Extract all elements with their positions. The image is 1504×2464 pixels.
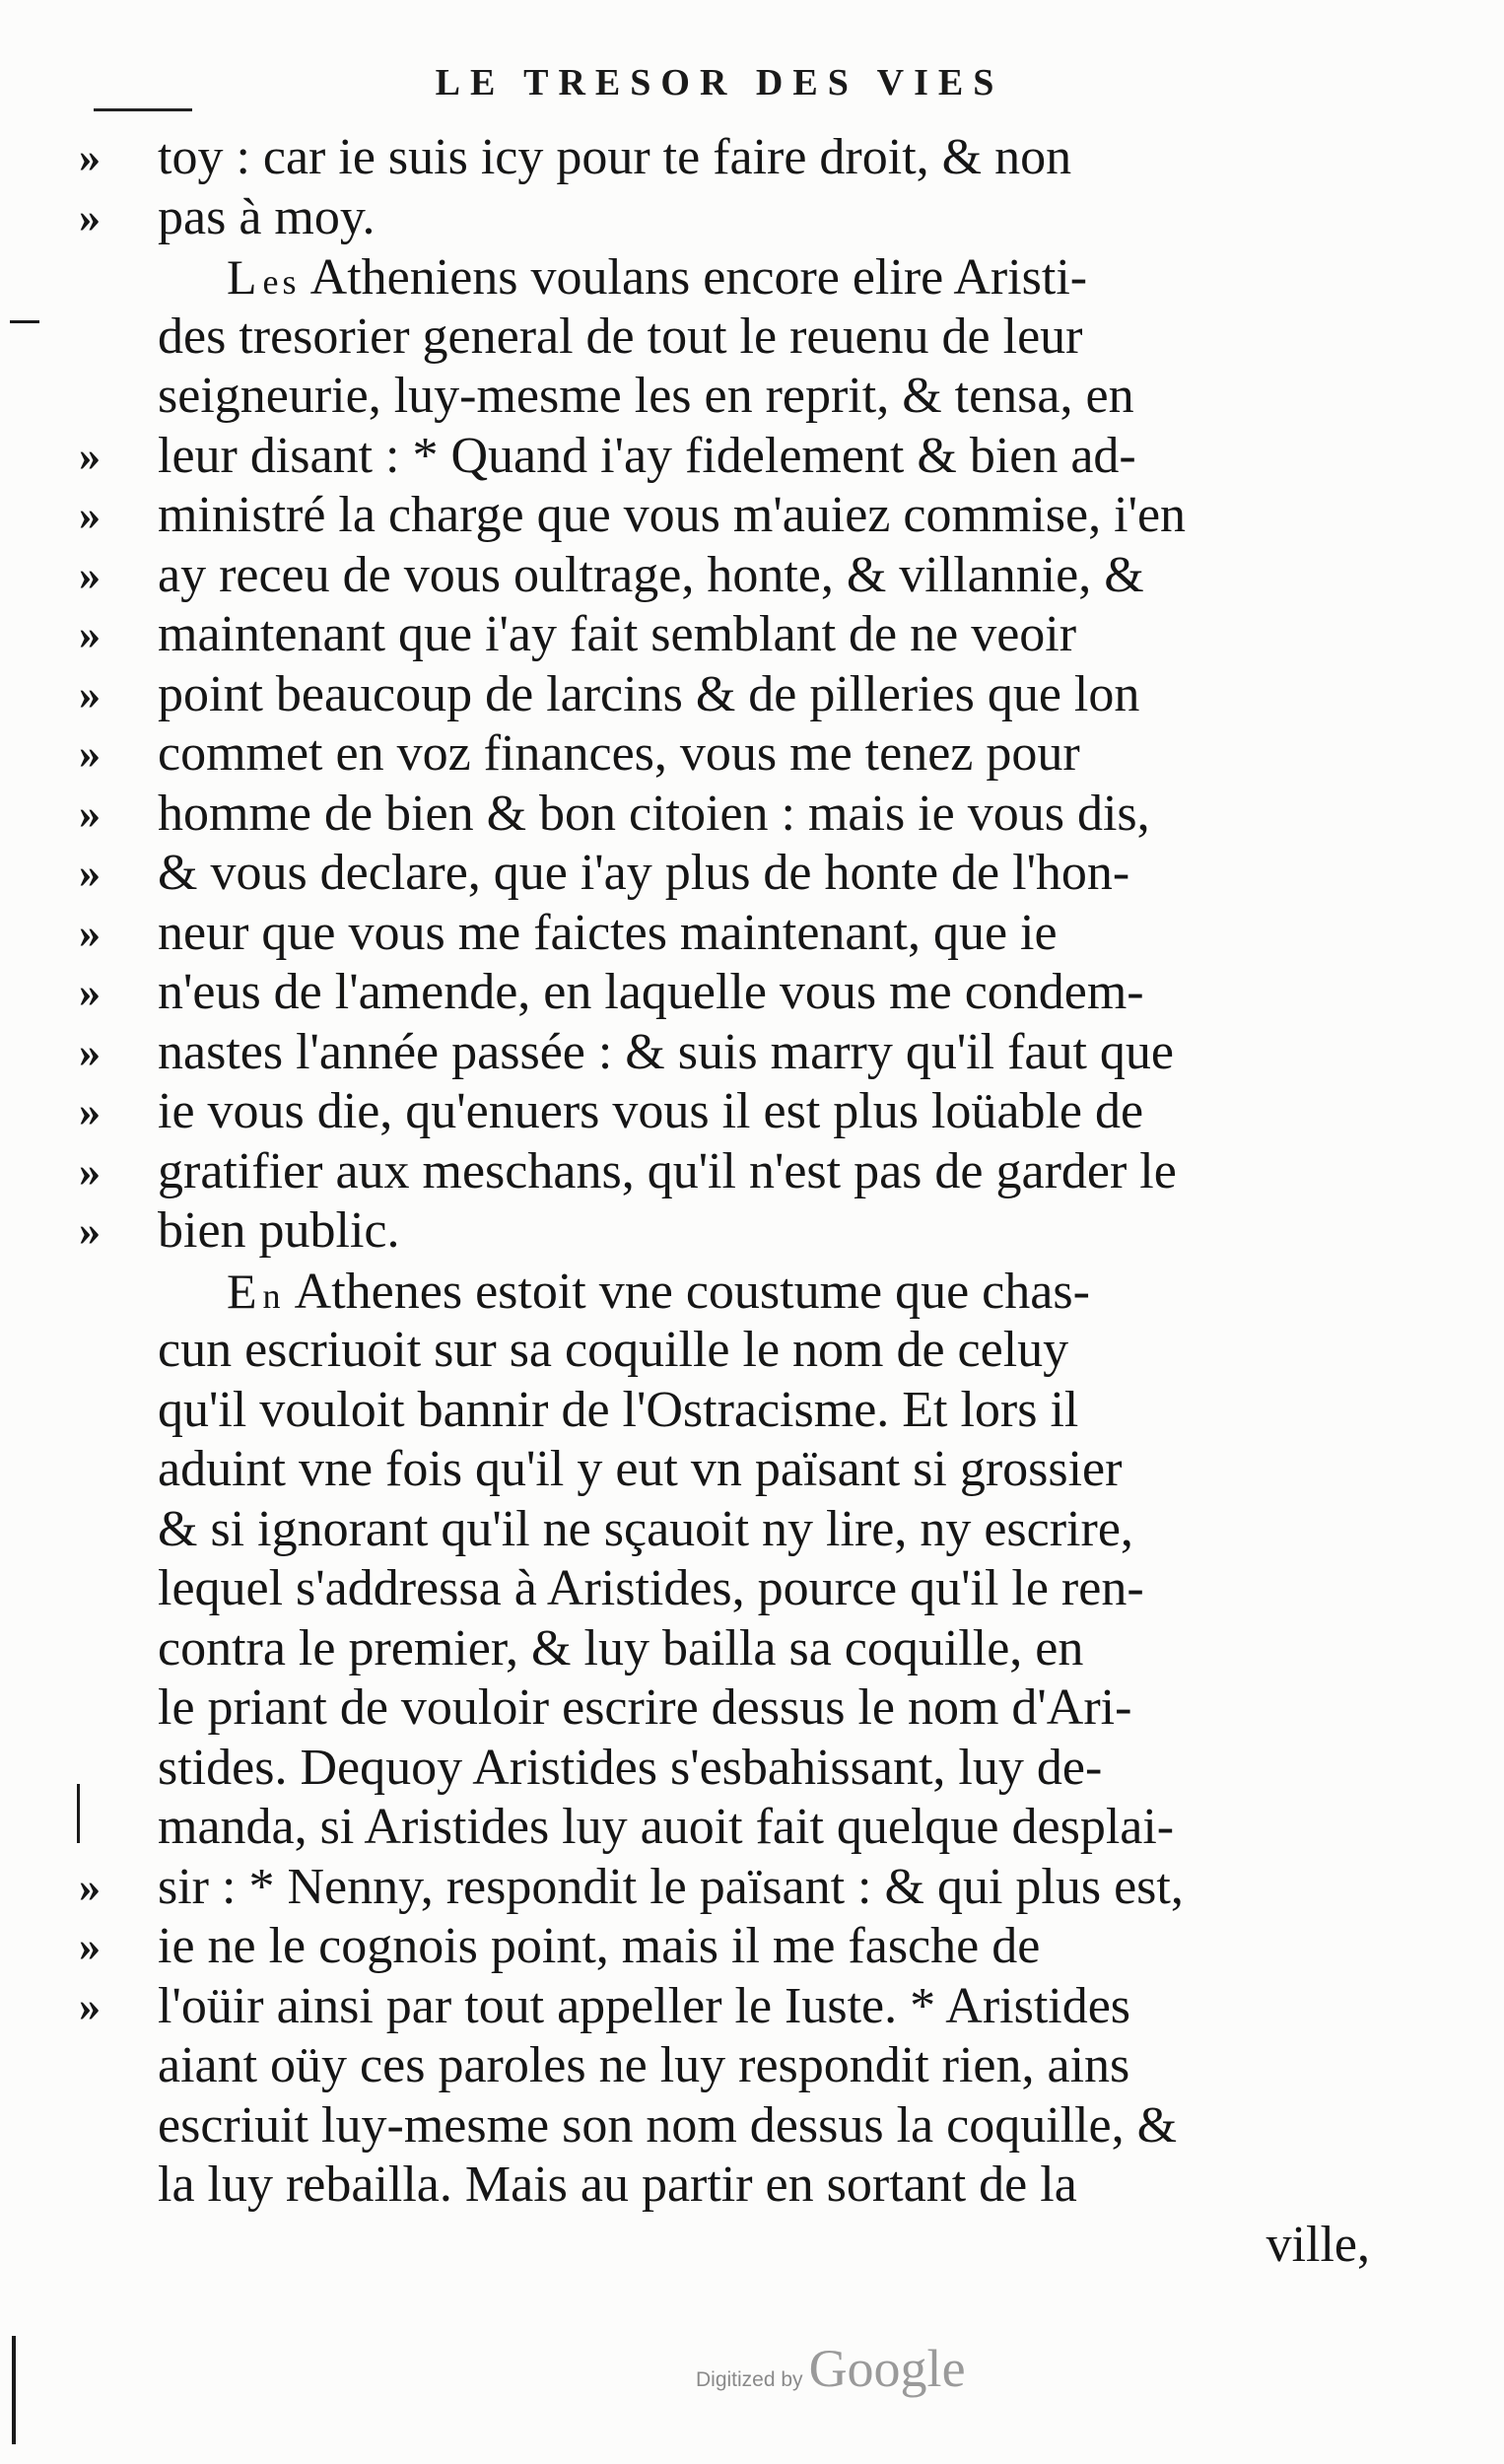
text-line (79, 665, 1370, 725)
quotation-gutter-mark: » (79, 908, 103, 957)
line-text (158, 1559, 1144, 1619)
text-line (79, 1262, 1370, 1322)
line-body: escriuit luy-mesme son nom dessus la coquille, & (158, 2096, 1178, 2154)
line-text (158, 1321, 1068, 1381)
quotation-gutter-mark: » (79, 1206, 103, 1255)
text-line (79, 2036, 1370, 2096)
line-text (158, 427, 1136, 487)
line-text (158, 486, 1186, 546)
line-text (227, 1262, 1090, 1327)
line-text (158, 1798, 1174, 1858)
text-line (79, 785, 1370, 845)
line-body: pas à moy. (158, 188, 376, 245)
line-body: ie vous die, qu'enuers vous il est plus loüable de (158, 1083, 1144, 1139)
line-text (158, 546, 1144, 606)
paragraph-initial: L (227, 249, 263, 305)
line-text (158, 963, 1144, 1023)
text-line (79, 1917, 1370, 1977)
quotation-gutter-mark: » (79, 669, 103, 719)
line-text (158, 367, 1134, 427)
text-line (79, 1142, 1370, 1202)
line-body: commet en voz finances, vous me tenez pour (158, 725, 1080, 782)
line-text (158, 128, 1071, 188)
text-line (79, 546, 1370, 606)
small-caps-text: es (262, 262, 301, 302)
text-line (79, 128, 1370, 188)
line-text (158, 785, 1150, 845)
line-body: nastes l'année passée : & suis marry qu'il faut que (158, 1023, 1175, 1080)
text-line (79, 1559, 1370, 1619)
line-body: contra le premier, & luy bailla sa coquille, en (158, 1619, 1084, 1677)
text-line (79, 605, 1370, 665)
line-text (158, 665, 1139, 725)
line-text (158, 1678, 1131, 1739)
text-line (79, 247, 1370, 308)
line-body: manda, si Aristides luy auoit fait quelque desplai- (158, 1799, 1175, 1855)
text-line (79, 308, 1370, 368)
line-text (158, 1023, 1174, 1083)
line-body: maintenant que i'ay fait semblant de ne veoir (158, 606, 1077, 662)
quotation-gutter-mark: » (79, 192, 103, 241)
line-body: stides. Dequoy Aristides s'esbahissant, luy de- (158, 1739, 1103, 1796)
running-title: LE TRESOR DES VIES (435, 62, 1004, 103)
quotation-gutter-mark: » (79, 729, 103, 778)
margin-mark (77, 1784, 80, 1843)
text-line (79, 2156, 1370, 2216)
quotation-gutter-mark: » (79, 133, 103, 181)
quotation-gutter-mark: » (79, 1981, 103, 2030)
line-text (158, 1082, 1143, 1142)
catchword: ville, (1265, 2216, 1370, 2273)
margin-mark (12, 2336, 16, 2444)
line-text (158, 1440, 1122, 1500)
line-body: lequel s'addressa à Aristides, pource qu'il le ren- (158, 1560, 1144, 1616)
quotation-gutter-mark: » (79, 788, 103, 838)
line-text (158, 1917, 1040, 1977)
line-text (227, 247, 1087, 312)
text-line (79, 1678, 1370, 1739)
text-line (79, 724, 1370, 785)
quotation-gutter-mark: » (79, 968, 103, 1016)
line-body: gratifier aux meschans, qu'il n'est pas de garder le (158, 1142, 1177, 1199)
line-text (158, 1500, 1133, 1560)
line-text (158, 1977, 1130, 2037)
margin-mark (10, 320, 39, 323)
line-text (158, 1619, 1083, 1679)
line-body: ie ne le cognois point, mais il me fasche de (158, 1918, 1041, 1974)
text-line (79, 1201, 1370, 1262)
line-text (158, 1142, 1177, 1202)
text-line (79, 904, 1370, 964)
quotation-gutter-mark: » (79, 849, 103, 897)
line-text (158, 844, 1129, 904)
line-body: Atheniens voulans encore elire Aristi- (300, 249, 1088, 306)
text-line (79, 1381, 1370, 1441)
quotation-gutter-mark: » (79, 550, 103, 599)
line-body: aduint vne fois qu'il y eut vn païsant si grossier (158, 1441, 1123, 1497)
line-text (158, 2156, 1077, 2216)
line-body: leur disant : * Quand i'ay fidelement & bien ad- (158, 427, 1136, 484)
line-text (158, 2036, 1129, 2096)
text-line (79, 844, 1370, 904)
text-line (79, 1082, 1370, 1142)
text-line (79, 1858, 1370, 1918)
line-body: homme de bien & bon citoien : mais ie vous dis, (158, 785, 1150, 842)
small-caps-text: n (262, 1275, 285, 1316)
line-body: ministré la charge que vous m'auiez commise, i'en (158, 487, 1187, 543)
text-line (79, 486, 1370, 546)
line-body: le priant de vouloir escrire dessus le nom d'Ari- (158, 1679, 1132, 1736)
line-text (158, 308, 1082, 368)
line-body: n'eus de l'amende, en laquelle vous me condem- (158, 964, 1144, 1020)
line-text (158, 1739, 1102, 1799)
line-text (158, 1201, 400, 1262)
quotation-gutter-mark: » (79, 1862, 103, 1911)
line-body: bien public. (158, 1202, 400, 1259)
digitized-by-label: Digitized by (696, 2368, 803, 2391)
line-body: cun escriuoit sur sa coquille le nom de celuy (158, 1322, 1069, 1378)
paragraph-initial: E (227, 1263, 263, 1319)
line-body: ay receu de vous oultrage, honte, & villannie, & (158, 546, 1144, 603)
text-line (79, 1977, 1370, 2037)
line-body: des tresorier general de tout le reuenu de leur (158, 308, 1083, 365)
line-body: neur que vous me faictes maintenant, que ie (158, 904, 1058, 961)
text-line (79, 1321, 1370, 1381)
quotation-gutter-mark: » (79, 1027, 103, 1076)
text-line (79, 1619, 1370, 1679)
line-body: la luy rebailla. Mais au partir en sortant de la (158, 2156, 1077, 2213)
catchword-line (79, 2216, 1370, 2276)
line-body: aiant oüy ces paroles ne luy respondit rien, ains (158, 2037, 1130, 2093)
line-text (158, 188, 375, 248)
line-text (158, 724, 1080, 785)
google-logo: Google (808, 2339, 966, 2398)
quotation-gutter-mark: » (79, 491, 103, 539)
text-line (79, 1798, 1370, 1858)
line-body: sir : * Nenny, respondit le païsant : & qui plus est, (158, 1858, 1184, 1915)
line-body: toy : car ie suis icy pour te faire droit, & non (158, 129, 1072, 185)
digitization-footer (696, 2338, 966, 2399)
text-line (79, 1739, 1370, 1799)
text-line (79, 1500, 1370, 1560)
quotation-gutter-mark: » (79, 431, 103, 480)
line-text (158, 605, 1076, 665)
text-line (79, 1440, 1370, 1500)
text-line (79, 2096, 1370, 2156)
line-text (158, 1381, 1078, 1441)
line-text (158, 1858, 1184, 1918)
text-line (79, 963, 1370, 1023)
line-body: & si ignorant qu'il ne sçauoit ny lire, ny escrire, (158, 1500, 1133, 1557)
line-body: point beaucoup de larcins & de pilleries que lon (158, 665, 1140, 722)
text-line (79, 367, 1370, 427)
line-body: qu'il vouloit bannir de l'Ostracisme. Et lors il (158, 1381, 1079, 1438)
quotation-gutter-mark: » (79, 1146, 103, 1196)
quotation-gutter-mark: » (79, 610, 103, 658)
text-line (79, 188, 1370, 248)
quotation-gutter-mark: » (79, 1087, 103, 1135)
line-body: seigneurie, luy-mesme les en reprit, & tensa, en (158, 368, 1134, 424)
line-text (158, 2096, 1177, 2156)
header-rule (94, 108, 192, 111)
line-body: l'oüir ainsi par tout appeller le Iuste. * Aristides (158, 1977, 1131, 2034)
line-body: & vous declare, que i'ay plus de honte de l'hon- (158, 845, 1130, 901)
line-text (158, 904, 1058, 964)
text-line (79, 1023, 1370, 1083)
text-body (79, 128, 1370, 2275)
line-body: Athenes estoit vne coustume que chas- (284, 1263, 1090, 1320)
text-line (79, 427, 1370, 487)
quotation-gutter-mark: » (79, 1922, 103, 1970)
